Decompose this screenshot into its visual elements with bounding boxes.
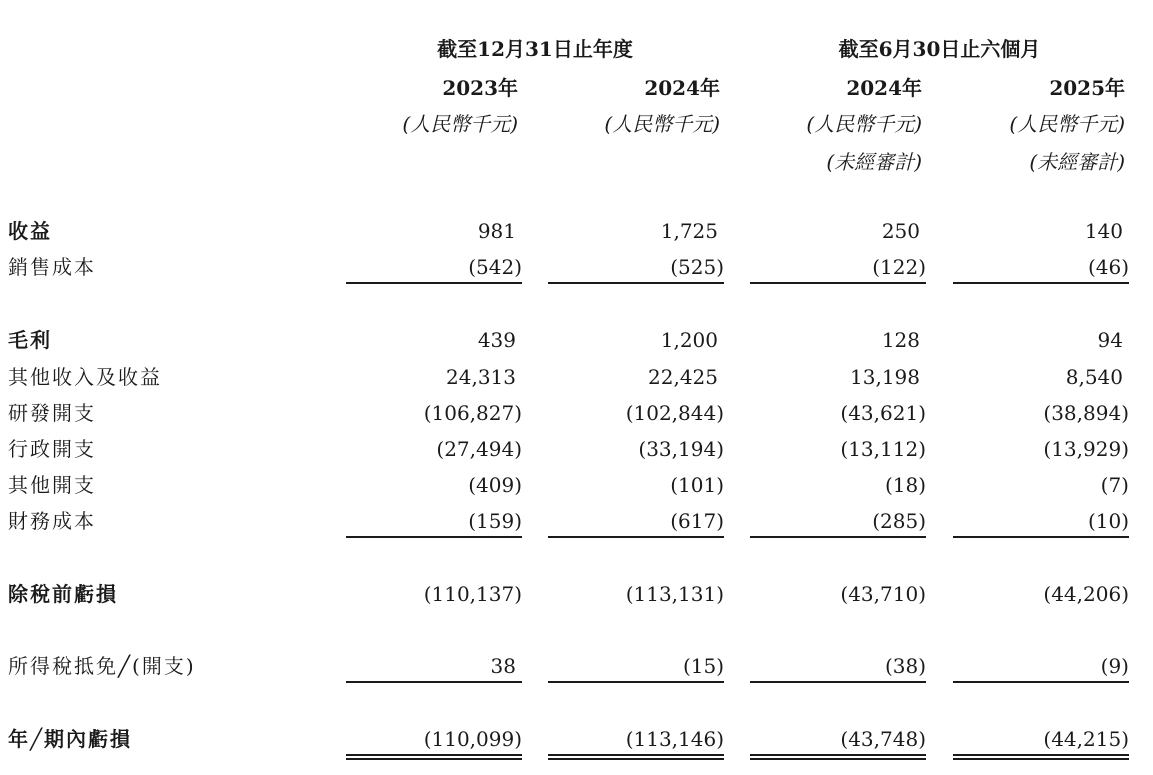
column-note-4: (未經審計)	[1029, 150, 1125, 174]
group-header-annual: 截至12月31日止年度	[437, 37, 633, 61]
row-admin-expenses	[0, 434, 1153, 464]
value: (38)	[884, 654, 926, 678]
value-cell	[548, 325, 724, 355]
value: (43,710)	[840, 582, 926, 606]
group-header-interim: 截至6月30日止六個月	[838, 37, 1041, 61]
value-cell	[346, 362, 522, 392]
value-cell	[750, 579, 926, 609]
value-cell	[548, 651, 724, 683]
value-cell	[953, 216, 1129, 246]
value-cell	[346, 470, 522, 500]
row-other-expenses	[0, 470, 1153, 500]
row-label: 收益	[8, 219, 52, 243]
value-cell	[346, 579, 522, 609]
value-cell	[953, 651, 1129, 683]
row-gross-profit	[0, 325, 1153, 355]
row-revenue	[0, 216, 1153, 246]
value-cell	[548, 470, 724, 500]
row-label: 所得稅抵免╱(開支)	[8, 654, 196, 678]
column-year-2: 2024年	[644, 76, 720, 100]
value-cell	[953, 579, 1129, 609]
row-loss-before-tax	[0, 579, 1153, 609]
value: (159)	[468, 509, 522, 533]
value-cell	[953, 434, 1129, 464]
value-cell	[750, 470, 926, 500]
row-label: 財務成本	[8, 509, 96, 533]
value-cell	[548, 506, 724, 538]
value: 94	[1097, 328, 1123, 352]
row-loss-for-period	[0, 724, 1153, 754]
value: (46)	[1087, 255, 1129, 279]
row-label: 毛利	[8, 328, 52, 352]
value: 981	[477, 219, 516, 243]
value: (44,215)	[1043, 727, 1129, 751]
value: (525)	[670, 255, 724, 279]
value: 13,198	[850, 365, 920, 389]
value-cell	[750, 724, 926, 756]
value: 8,540	[1065, 365, 1123, 389]
value-cell	[346, 724, 522, 756]
value: 1,200	[660, 328, 718, 352]
row-rnd-expenses	[0, 398, 1153, 428]
value-cell	[346, 325, 522, 355]
row-label: 除稅前虧損	[8, 582, 118, 606]
column-year-4: 2025年	[1049, 76, 1125, 100]
value: (113,146)	[625, 727, 724, 751]
value: 38	[490, 654, 516, 678]
value-cell	[548, 252, 724, 284]
value-cell	[346, 216, 522, 246]
value-cell	[346, 434, 522, 464]
row-label: 銷售成本	[8, 255, 96, 279]
value: (542)	[468, 255, 522, 279]
row-finance-costs	[0, 506, 1153, 536]
value-cell	[953, 398, 1129, 428]
value-cell	[548, 398, 724, 428]
value-cell	[953, 325, 1129, 355]
row-cost-of-sales	[0, 252, 1153, 282]
value-cell	[953, 362, 1129, 392]
value-cell	[953, 470, 1129, 500]
value-cell	[750, 651, 926, 683]
value: (43,621)	[840, 401, 926, 425]
value: 140	[1084, 219, 1123, 243]
value-cell	[750, 506, 926, 538]
value-cell	[750, 252, 926, 284]
value: (285)	[872, 509, 926, 533]
value: (9)	[1100, 654, 1129, 678]
value: (102,844)	[625, 401, 724, 425]
value: (33,194)	[638, 437, 724, 461]
row-label: 行政開支	[8, 437, 96, 461]
value: (18)	[884, 473, 926, 497]
value-cell	[953, 724, 1129, 756]
column-unit-4: (人民幣千元)	[1009, 112, 1125, 136]
value: (27,494)	[436, 437, 522, 461]
row-label: 年╱期內虧損	[8, 727, 133, 751]
value: (617)	[670, 509, 724, 533]
column-unit-1: (人民幣千元)	[402, 112, 518, 136]
value-cell	[750, 398, 926, 428]
value-cell	[750, 362, 926, 392]
value: (38,894)	[1043, 401, 1129, 425]
row-label: 研發開支	[8, 401, 96, 425]
value: (15)	[682, 654, 724, 678]
value: 24,313	[446, 365, 516, 389]
value: (13,112)	[840, 437, 926, 461]
column-year-1: 2023年	[442, 76, 518, 100]
value-cell	[548, 362, 724, 392]
column-unit-3: (人民幣千元)	[806, 112, 922, 136]
value-cell	[548, 216, 724, 246]
column-unit-2: (人民幣千元)	[604, 112, 720, 136]
value: (10)	[1087, 509, 1129, 533]
value: (43,748)	[840, 727, 926, 751]
value-cell	[346, 651, 522, 683]
value-cell	[953, 506, 1129, 538]
value-cell	[750, 325, 926, 355]
value-cell	[346, 252, 522, 284]
row-label: 其他開支	[8, 473, 96, 497]
value-cell	[750, 216, 926, 246]
value-cell	[548, 579, 724, 609]
value-cell	[548, 434, 724, 464]
value-cell	[953, 252, 1129, 284]
value: (7)	[1100, 473, 1129, 497]
value: (122)	[872, 255, 926, 279]
value-cell	[346, 506, 522, 538]
value: (101)	[670, 473, 724, 497]
value: (106,827)	[423, 401, 522, 425]
value: 250	[881, 219, 920, 243]
value-cell	[346, 398, 522, 428]
row-other-income	[0, 362, 1153, 392]
value-cell	[548, 724, 724, 756]
column-year-3: 2024年	[846, 76, 922, 100]
value: 22,425	[648, 365, 718, 389]
value: (113,131)	[625, 582, 724, 606]
value-cell	[750, 434, 926, 464]
value: (44,206)	[1043, 582, 1129, 606]
value: 128	[881, 328, 920, 352]
value: 439	[477, 328, 516, 352]
value: (110,137)	[423, 582, 522, 606]
value: 1,725	[660, 219, 718, 243]
value: (110,099)	[423, 727, 522, 751]
value: (409)	[468, 473, 522, 497]
value: (13,929)	[1043, 437, 1129, 461]
row-label: 其他收入及收益	[8, 365, 162, 389]
row-income-tax	[0, 651, 1153, 681]
column-note-3: (未經審計)	[826, 150, 922, 174]
